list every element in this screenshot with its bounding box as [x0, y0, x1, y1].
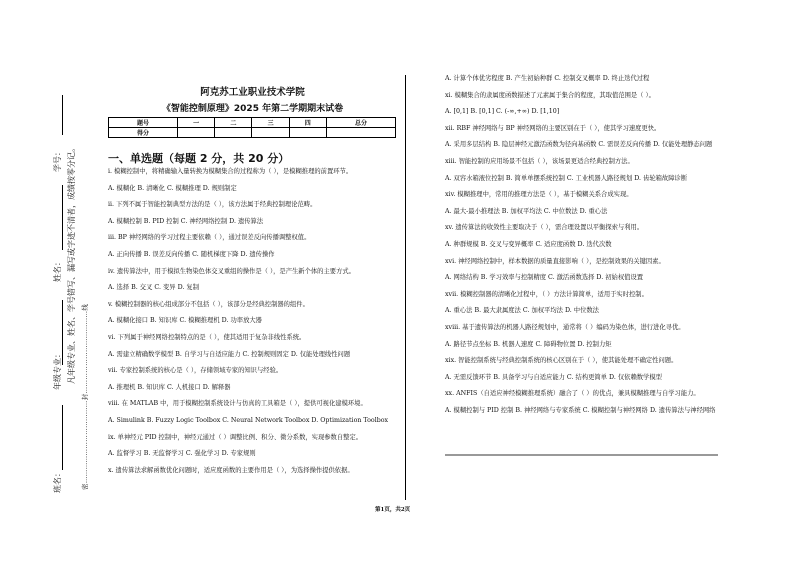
score-table	[108, 117, 396, 138]
header-cell: 总分	[326, 118, 395, 128]
answer-options: A. 监督学习 B. 无监督学习 C. 强化学习 D. 专家规则	[108, 450, 256, 458]
question-text: xvii. 模糊控制器的清晰化过程中，（ ）方法计算简单，适用于实时控制。	[445, 290, 648, 298]
score-cell	[178, 128, 215, 138]
question-text: xvi. 神经网络控制中，样本数据的质量直接影响（ ），是控制效果的关键因素。	[445, 257, 665, 265]
question-text: xviii. 基于遗传算法的机器人路径规划中，通常将（ ）编码为染色体，进行进化寻优。	[445, 323, 685, 331]
question-text: xiv. 模糊推理中，常用的推理方法是（ ），基于模糊关系合成实现。	[445, 191, 633, 199]
question-text: ii. 下列不属于智能控制典型方法的是（ ），该方法属于经典控制理论范畴。	[108, 201, 317, 209]
question-text: i. 模糊控制中，将精确输入量转换为模糊集合的过程称为（ ），是模糊推理的前置环节。	[108, 168, 353, 175]
question-text: xv. 遗传算法的收敛性主要取决于（ ），需合理设置以平衡探索与利用。	[445, 224, 644, 232]
notice-text: 凡年级专业、姓名、学号错写、漏写或字迹不清者，成绩按零分记。	[67, 144, 76, 384]
name-line	[62, 185, 63, 250]
score-cell	[252, 128, 289, 138]
answer-options: A. 模糊化接口 B. 知识库 C. 模糊推理机 D. 功率放大器	[108, 317, 262, 325]
question-text: vii. 专家控制系统的核心是（ ），存储领域专家的知识与经验。	[108, 367, 283, 375]
grade-major-line	[62, 300, 63, 365]
answer-options: A. 路径节点坐标 B. 机器人速度 C. 障碍物位置 D. 控制力矩	[445, 340, 612, 348]
answer-options: A. 无需反馈环节 B. 具备学习与自适应能力 C. 结构更简单 D. 仅依赖数学模型	[445, 373, 662, 381]
answer-options: A. 采用多层结构 B. 隐层神经元激活函数为径向基函数 C. 需误差反向传播 D. 仅能处理静态问题	[445, 141, 713, 149]
header-cell: 一	[178, 118, 215, 128]
answer-options: A. 双容水箱液位控制 B. 简单单摆系统控制 C. 工业机器人路径规划 D. 齿轮箱故障诊断	[445, 174, 688, 182]
answer-options: A. 正向传播 B. 误差反向传播 C. 随机梯度下降 D. 遗传操作	[108, 250, 275, 258]
answer-options: A. 推理机 B. 知识库 C. 人机接口 D. 解释器	[108, 383, 231, 391]
score-cell	[215, 128, 252, 138]
class-label: 班名：	[53, 469, 62, 493]
question-text: xx. ANFIS（自适应神经模糊推理系统）融合了（ ）的优点，兼具模糊推理与自学习能力。	[445, 390, 700, 398]
section-title: 一、单选题（每题 2 分，共 20 分）	[108, 152, 290, 165]
question-text: v. 模糊控制器的核心组成部分不包括（ ），该部分是经典控制器的组件。	[108, 300, 309, 308]
answer-options: A. Simulink B. Fuzzy Logic Toolbox C. Neural Network Toolbox D. Optimization Toolbox	[108, 416, 389, 424]
header-cell: 四	[289, 118, 326, 128]
question-text: xiii. 智能控制的应用场景不包括（ ），该场景更适合经典控制方法。	[445, 157, 634, 165]
score-label: 得分	[109, 128, 178, 138]
question-text: iv. 遗传算法中，用于模拟生物染色体交叉重组的操作是（ ），是产生新个体的主要方式。	[108, 267, 355, 275]
student-id-line	[62, 95, 63, 135]
page-number: 第1页，共2页	[375, 507, 411, 513]
class-line	[62, 405, 63, 470]
question-text: xix. 智能控制系统与经典控制系统的核心区别在于（ ），使其能处理不确定性问题。	[445, 357, 678, 365]
answer-options: A. 重心法 B. 最大隶属度法 C. 加权平均法 D. 中位数法	[445, 307, 599, 315]
answer-options: A. 计算个体优劣程度 B. 产生初始种群 C. 控制交叉概率 D. 终止迭代过程	[445, 75, 650, 82]
grade-major-label: 年级专业：	[53, 350, 62, 390]
header-cell: 三	[252, 118, 289, 128]
school-name: 阿克苏工业职业技术学院	[200, 87, 305, 98]
answer-options: A. 模糊控制与 PID 控制 B. 神经网络与专家系统 C. 模糊控制与神经网络 D. 遗传算法与神经网络	[445, 406, 716, 414]
right-column-questions	[445, 75, 730, 423]
answer-options: A. 模糊控制 B. PID 控制 C. 神经网络控制 D. 遗传算法	[108, 217, 264, 225]
answer-options: A. 需建立精确数学模型 B. 自学习与自适应能力 C. 控制规则固定 D. 仅能处理线性问题	[108, 350, 351, 358]
answer-options: A. 选择 B. 交叉 C. 变异 D. 复制	[108, 284, 199, 292]
answer-options: A. [0,1] B. [0,1] C. (-∞,+∞) D. [1,10]	[445, 108, 560, 116]
left-column-questions	[108, 168, 398, 483]
answer-options: A. 最大-最小推理法 B. 加权平均法 C. 中位数法 D. 重心法	[445, 207, 608, 215]
end-rule	[445, 454, 718, 456]
answer-options: A. 模糊化 B. 清晰化 C. 模糊推理 D. 规则制定	[108, 184, 237, 192]
question-text: xi. 模糊集合的隶属度函数描述了元素属于集合的程度，其取值范围是（ ）。	[445, 91, 655, 99]
score-cell	[326, 128, 395, 138]
answer-options: A. 种群规模 B. 交叉与变异概率 C. 适应度函数 D. 迭代次数	[445, 240, 612, 248]
answer-options: A. 网络结构 B. 学习效率与控制精度 C. 激活函数选择 D. 初始权值设置	[445, 274, 644, 282]
question-text: vi. 下列属于神经网络控制特点的是（ ），使其适用于复杂非线性系统。	[108, 333, 306, 341]
question-text: viii. 在 MATLAB 中，用于模糊控制系统设计与仿真的工具箱是（ ），提供可视化建模环境。	[108, 400, 367, 408]
name-label: 姓名：	[53, 258, 62, 282]
question-text: xii. RBF 神经网络与 BP 神经网络的主要区别在于（ ），使其学习速度更快。	[445, 124, 661, 132]
score-table-header-row	[109, 118, 396, 128]
question-text: ix. 单神经元 PID 控制中，神经元通过（ ）调整比例、积分、微分系数，实现参数自整定。	[108, 433, 363, 441]
question-text: iii. BP 神经网络的学习过程主要依赖（ ），通过误差反向传播调整权值。	[108, 234, 311, 242]
seal-line: 密………………………………封………………………………线	[81, 303, 89, 490]
score-table-score-row	[109, 128, 396, 138]
student-id-label: 学号：	[53, 148, 62, 172]
question-text: x. 遗传算法求解函数优化问题时，适应度函数的主要作用是（ ），为选择操作提供依据。	[108, 466, 354, 474]
exam-title: 《智能控制原理》2025 年第二学期期末试卷	[161, 104, 344, 114]
column-divider	[405, 75, 406, 500]
score-cell	[289, 128, 326, 138]
header-cell: 二	[215, 118, 252, 128]
header-cell: 题号	[109, 118, 178, 128]
